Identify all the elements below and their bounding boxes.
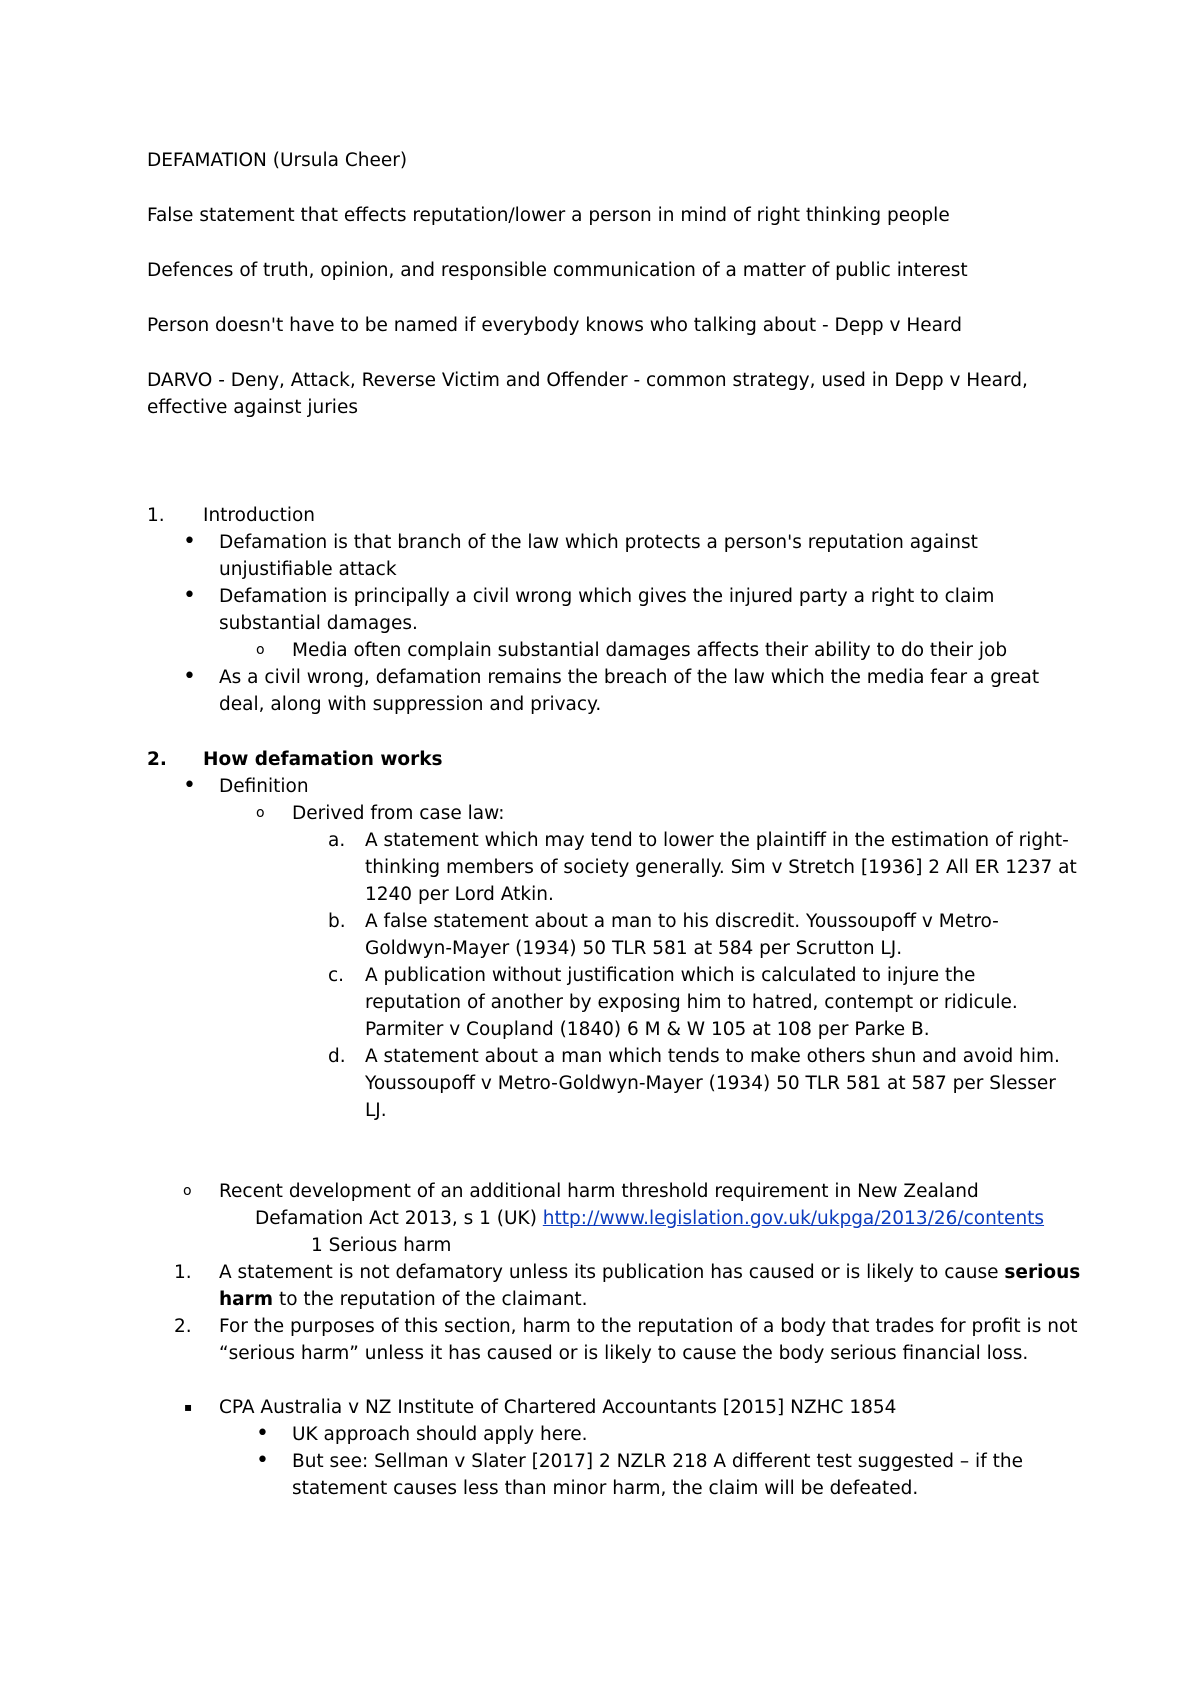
bullet-dot-icon: • [256, 1421, 269, 1446]
paragraph-definition: False statement that effects reputation/lower a person in mind of right thinking people [147, 205, 950, 226]
section-number: 2. [147, 749, 167, 770]
case-item: A statement about a man which tends to make others shun and avoid him. [365, 1046, 1060, 1067]
case-item-continuation: Youssoupoff v Metro-Goldwyn-Mayer (1934) 50 TLR 581 at 587 per Slesser [365, 1073, 1056, 1094]
bullet-dot-icon: • [256, 1448, 269, 1473]
legislation-link[interactable]: http://www.legislation.gov.uk/ukpga/2013/26/contents [542, 1208, 1045, 1229]
letter-marker: a. [328, 830, 346, 851]
case-item: A statement which may tend to lower the plaintiff in the estimation of right- [365, 830, 1069, 851]
document-title: DEFAMATION (Ursula Cheer) [147, 150, 408, 171]
letter-marker: b. [328, 911, 346, 932]
case-item-continuation: 1240 per Lord Atkin. [365, 884, 554, 905]
case-item-continuation: reputation of another by exposing him to hatred, contempt or ridicule. [365, 992, 1018, 1013]
clause-number: 1. [174, 1262, 192, 1283]
bullet-dot-icon: • [183, 773, 196, 798]
circle-bullet-icon: o [256, 805, 265, 821]
letter-marker: c. [328, 965, 345, 986]
paragraph-person-named: Person doesn't have to be named if everybody knows who talking about - Depp v Heard [147, 315, 963, 336]
clause-text: For the purposes of this section, harm to the reputation of a body that trades for profit is not [219, 1316, 1078, 1337]
act-citation: Defamation Act 2013, s 1 (UK) [255, 1208, 543, 1229]
act-reference [255, 1205, 1044, 1232]
case-item-continuation: thinking members of society generally. Sim v Stretch [1936] 2 All ER 1237 at [365, 857, 1077, 878]
list-item-continuation: substantial damages. [219, 613, 418, 634]
case-item: A false statement about a man to his discredit. Youssoupoff v Metro- [365, 911, 999, 932]
sub-list-item: Derived from case law: [292, 803, 505, 824]
sub-list-item: But see: Sellman v Slater [2017] 2 NZLR 218 A different test suggested – if the [292, 1451, 1023, 1472]
list-item: Recent development of an additional harm threshold requirement in New Zealand [219, 1181, 979, 1202]
section-heading: Introduction [203, 505, 316, 526]
clause-number: 2. [174, 1316, 192, 1337]
case-item: A publication without justification which is calculated to injure the [365, 965, 976, 986]
clause-text-continuation: “serious harm” unless it has caused or is likely to cause the body serious financial loss. [219, 1343, 1029, 1364]
bullet-dot-icon: • [183, 664, 196, 689]
section-heading: How defamation works [203, 749, 443, 770]
clause-text: A statement is not defamatory unless its publication has caused or is likely to cause serious [219, 1262, 1081, 1283]
sub-list-item: UK approach should apply here. [292, 1424, 588, 1445]
act-section-heading: 1 Serious harm [311, 1235, 452, 1256]
section-number: 1. [147, 505, 165, 526]
circle-bullet-icon: o [183, 1183, 192, 1199]
case-item-continuation: Goldwyn-Mayer (1934) 50 TLR 581 at 584 per Scrutton LJ. [365, 938, 903, 959]
letter-marker: d. [328, 1046, 346, 1067]
list-item: CPA Australia v NZ Institute of Chartered Accountants [2015] NZHC 1854 [219, 1397, 897, 1418]
list-item: As a civil wrong, defamation remains the breach of the law which the media fear a great [219, 667, 1040, 688]
case-item-continuation: Parmiter v Coupland (1840) 6 M & W 105 at 108 per Parke B. [365, 1019, 930, 1040]
paragraph-darvo-line1: DARVO - Deny, Attack, Reverse Victim and Offender - common strategy, used in Depp v Heard, [147, 370, 1028, 391]
circle-bullet-icon: o [256, 642, 265, 658]
square-bullet-icon: ▪ [184, 1400, 193, 1414]
list-item-continuation: deal, along with suppression and privacy. [219, 694, 602, 715]
sub-list-item-continuation: statement causes less than minor harm, the claim will be defeated. [292, 1478, 919, 1499]
list-item: Defamation is that branch of the law which protects a person's reputation against [219, 532, 978, 553]
clause-text-continuation: harm to the reputation of the claimant. [219, 1289, 588, 1310]
list-item: Defamation is principally a civil wrong which gives the injured party a right to claim [219, 586, 995, 607]
paragraph-defences: Defences of truth, opinion, and responsible communication of a matter of public interest [147, 260, 968, 281]
paragraph-darvo-line2: effective against juries [147, 397, 358, 418]
bullet-dot-icon: • [183, 583, 196, 608]
bullet-dot-icon: • [183, 529, 196, 554]
list-item: Definition [219, 776, 309, 797]
list-item-continuation: unjustifiable attack [219, 559, 397, 580]
case-item-continuation: LJ. [365, 1100, 387, 1121]
sub-list-item: Media often complain substantial damages affects their ability to do their job [292, 640, 1008, 661]
